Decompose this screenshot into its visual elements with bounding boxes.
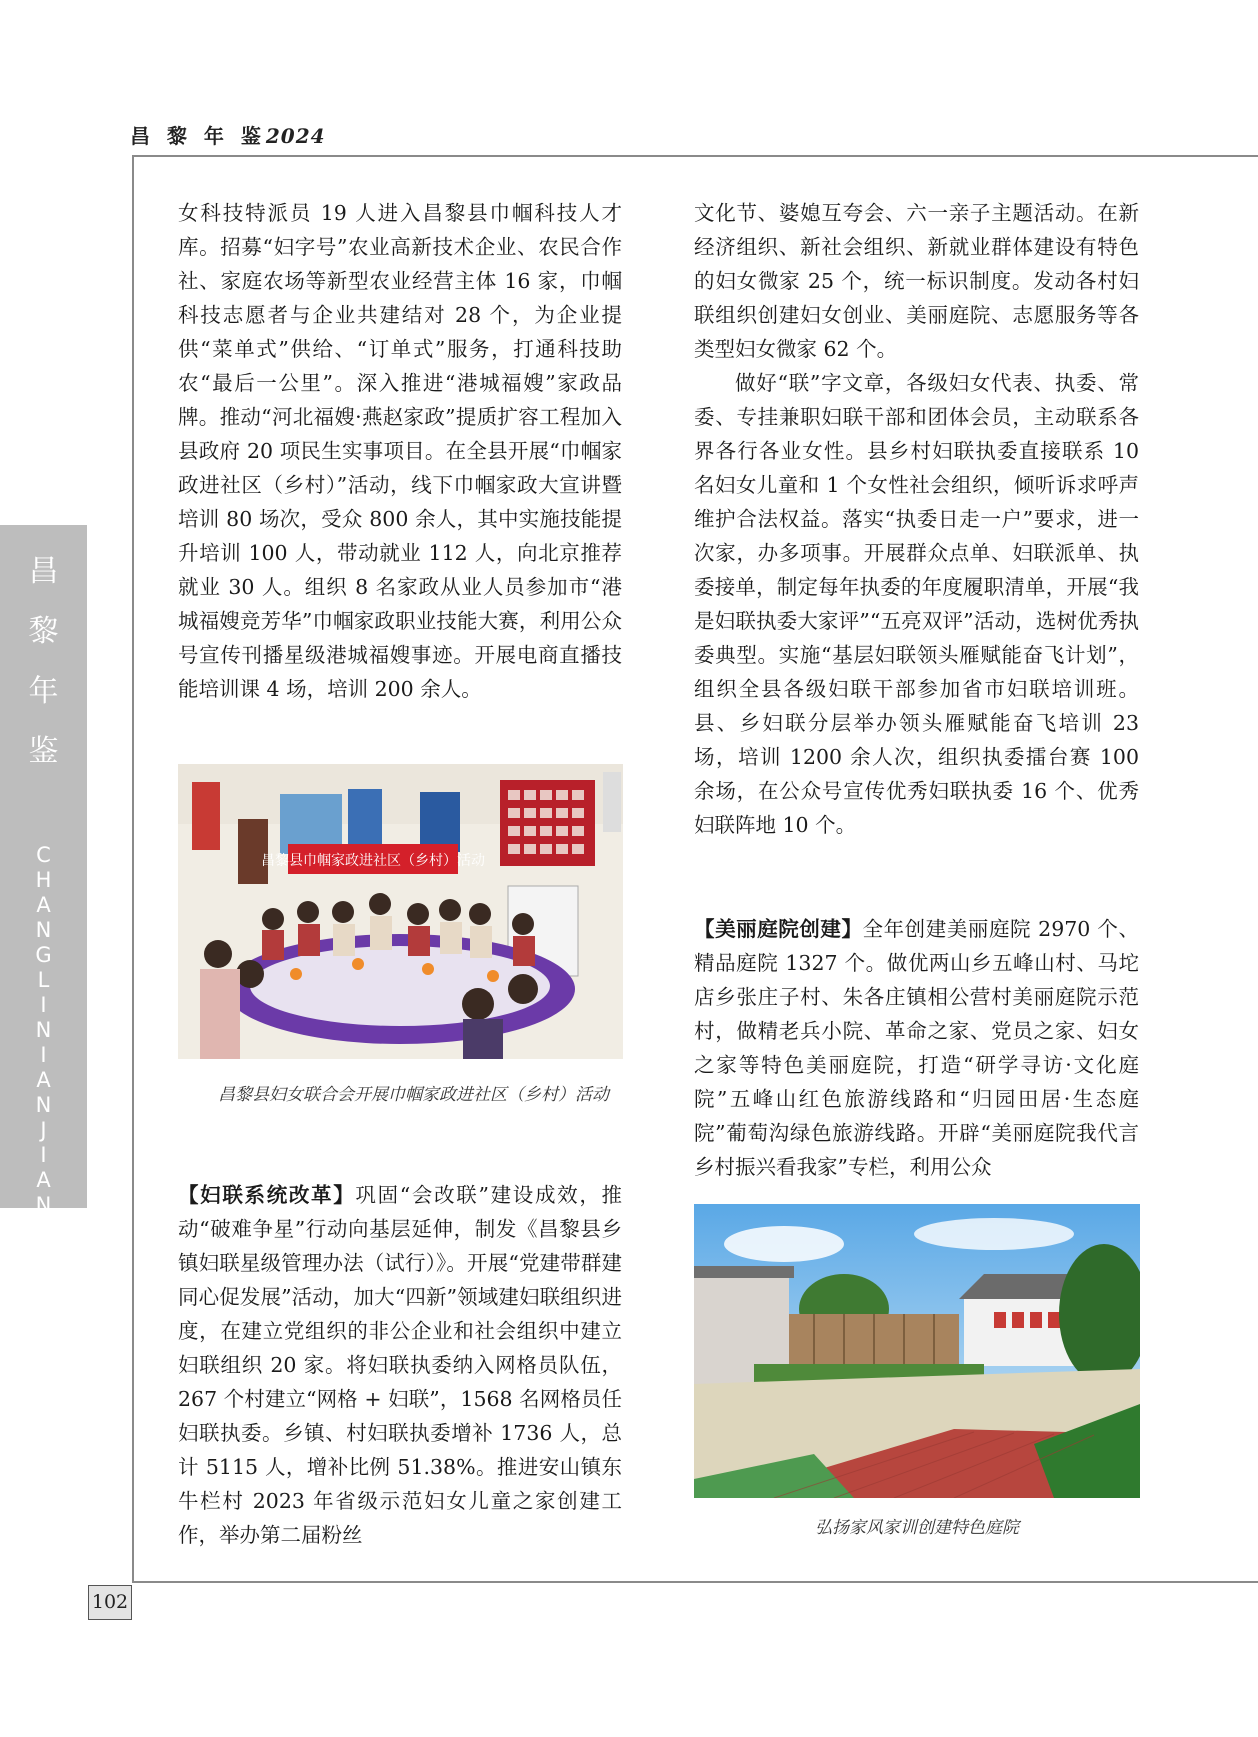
paragraph: 女科技特派员 19 人进入昌黎县巾帼科技人才库。招募“妇字号”农业高新技术企业、农民合作社、家庭农场等新型农业经营主体 16 家，巾帼科技志愿者与企业共建结对 28 个，为企业提供“菜单式”供给、“订单式”服务，打通科技助农“最后一公里”。深入推进“港城福嫂”家政品牌。推动“河北福嫂·燕赵家政”提质扩容工程加入县政府 20 项民生实事项目。在全县开展“巾帼家政进社区（乡村）”活动，线下巾帼家政大宣讲暨培训 80 场次，受众 800 余人，其中实施技能提升培训 100 人，带动就业 112 人，向北京推荐就业 30 人。组织 8 名家政从业人员参加市“港城福嫂竞芳华”巾帼家政职业技能大赛，利用公众号宣传刊播星级港城福嫂事迹。开展电商直播技能培训课 4 场，培训 200 余人。 (178, 201, 622, 701)
top-rule (132, 155, 1258, 157)
side-char: 年 (28, 674, 59, 709)
header-title: 昌 黎 年 鉴 (130, 124, 266, 148)
side-letter: J (40, 1118, 47, 1142)
meeting-scene-illustration (178, 764, 623, 1059)
side-letter: A (36, 893, 51, 917)
running-header (130, 120, 326, 149)
left-column-top (178, 196, 622, 706)
side-letter: I (40, 1043, 47, 1067)
side-letter: H (35, 868, 52, 892)
section-heading: 【妇联系统改革】 (178, 1183, 356, 1207)
section-heading: 【美丽庭院创建】 (694, 917, 863, 941)
side-letter: A (36, 1068, 51, 1092)
banner-text: 昌黎县巾帼家政进社区（乡村）活动 (261, 853, 485, 869)
paragraph: 做好“联”字文章，各级妇女代表、执委、常委、专挂兼职妇联干部和团体会员，主动联系各界各行各业女性。县乡村妇联执委直接联系 10 名妇女儿童和 1 个女性社会组织，倾听诉求呼声维护合法权益。落实“执委日走一户”要求，进一次家，办多项事。开展群众点单、妇联派单、执委接单，制定每年执委的年度履职清单，开展“我是妇联执委大家评”“五亮双评”活动，选树优秀执委典型。实施“基层妇联领头雁赋能奋飞计划”，组织全县各级妇联干部参加省市妇联培训班。县、乡妇联分层举办领头雁赋能奋飞培训 23 场，培训 1200 余人次，组织执委擂台赛 100 余场，在公众号宣传优秀妇联执委 16 个、优秀妇联阵地 10 个。 (694, 371, 1139, 837)
side-letter: I (40, 1143, 47, 1167)
photo-courtyard (694, 1204, 1140, 1498)
section-body: 全年创建美丽庭院 2970 个、精品庭院 1327 个。做优两山乡五峰山村、马坨店乡张庄子村、朱各庄镇相公营村美丽庭院示范村，做精老兵小院、革命之家、党员之家、妇女之家等特色美丽庭院，打造“研学寻访·文化庭院”五峰山红色旅游线路和“归园田居·生态庭院”葡萄沟绿色旅游线路。开辟“美丽庭院我代言 乡村振兴看我家”专栏，利用公众 (694, 917, 1140, 1179)
left-rule (132, 155, 134, 1583)
side-letter: G (35, 943, 52, 967)
header-year: 2024 (265, 124, 326, 148)
side-letter: N (35, 918, 52, 942)
side-letter: C (36, 843, 51, 867)
caption-meeting: 昌黎县妇女联合会开展巾帼家政进社区（乡村）活动 (218, 1085, 609, 1105)
section-body: 巩固“会改联”建设成效，推动“破难争星”行动向基层延伸，制发《昌黎县乡镇妇联星级管理办法（试行）》。开展“党建带群建 同心促发展”活动，加大“四新”领域建妇联组织进度，在建立党组织的非公企业和社会组织中建立妇联组织 20 家。将妇联执委纳入网格员队伍，267 个村建立“网格 + 妇联”，1568 名网格员任妇联执委。乡镇、村妇联执委增补 1736 人，总计 5115 人，增补比例 51.38%。推进安山镇东牛栏村 2023 年省级示范妇女儿童之家创建工作，举办第二届粉丝 (178, 1183, 623, 1547)
side-letter: L (37, 968, 50, 992)
left-column-bottom (178, 1178, 622, 1552)
side-tab-pinyin (0, 843, 87, 1218)
right-column-section (694, 912, 1139, 1184)
side-char: 黎 (28, 614, 59, 649)
photo-meeting (178, 764, 623, 1059)
side-char: 昌 (28, 554, 59, 589)
page-number: 102 (88, 1585, 132, 1620)
right-column-top (694, 196, 1139, 842)
courtyard-scene-illustration (694, 1204, 1140, 1498)
bottom-rule (132, 1581, 1258, 1583)
side-tab (0, 525, 87, 1217)
side-letter: I (40, 993, 47, 1017)
side-char: 鉴 (28, 734, 59, 769)
side-letter: N (35, 1018, 52, 1042)
caption-courtyard: 弘扬家风家训创建特色庭院 (815, 1518, 1019, 1538)
side-tab-chinese (0, 547, 87, 777)
side-letter: N (35, 1193, 52, 1217)
side-letter: N (35, 1093, 52, 1117)
paragraph: 文化节、婆媳互夸会、六一亲子主题活动。在新经济组织、新社会组织、新就业群体建设有特色的妇女微家 25 个，统一标识制度。发动各村妇联组织创建妇女创业、美丽庭院、志愿服务等各类型妇女微家 62 个。 (694, 201, 1139, 361)
side-letter: A (36, 1168, 51, 1192)
